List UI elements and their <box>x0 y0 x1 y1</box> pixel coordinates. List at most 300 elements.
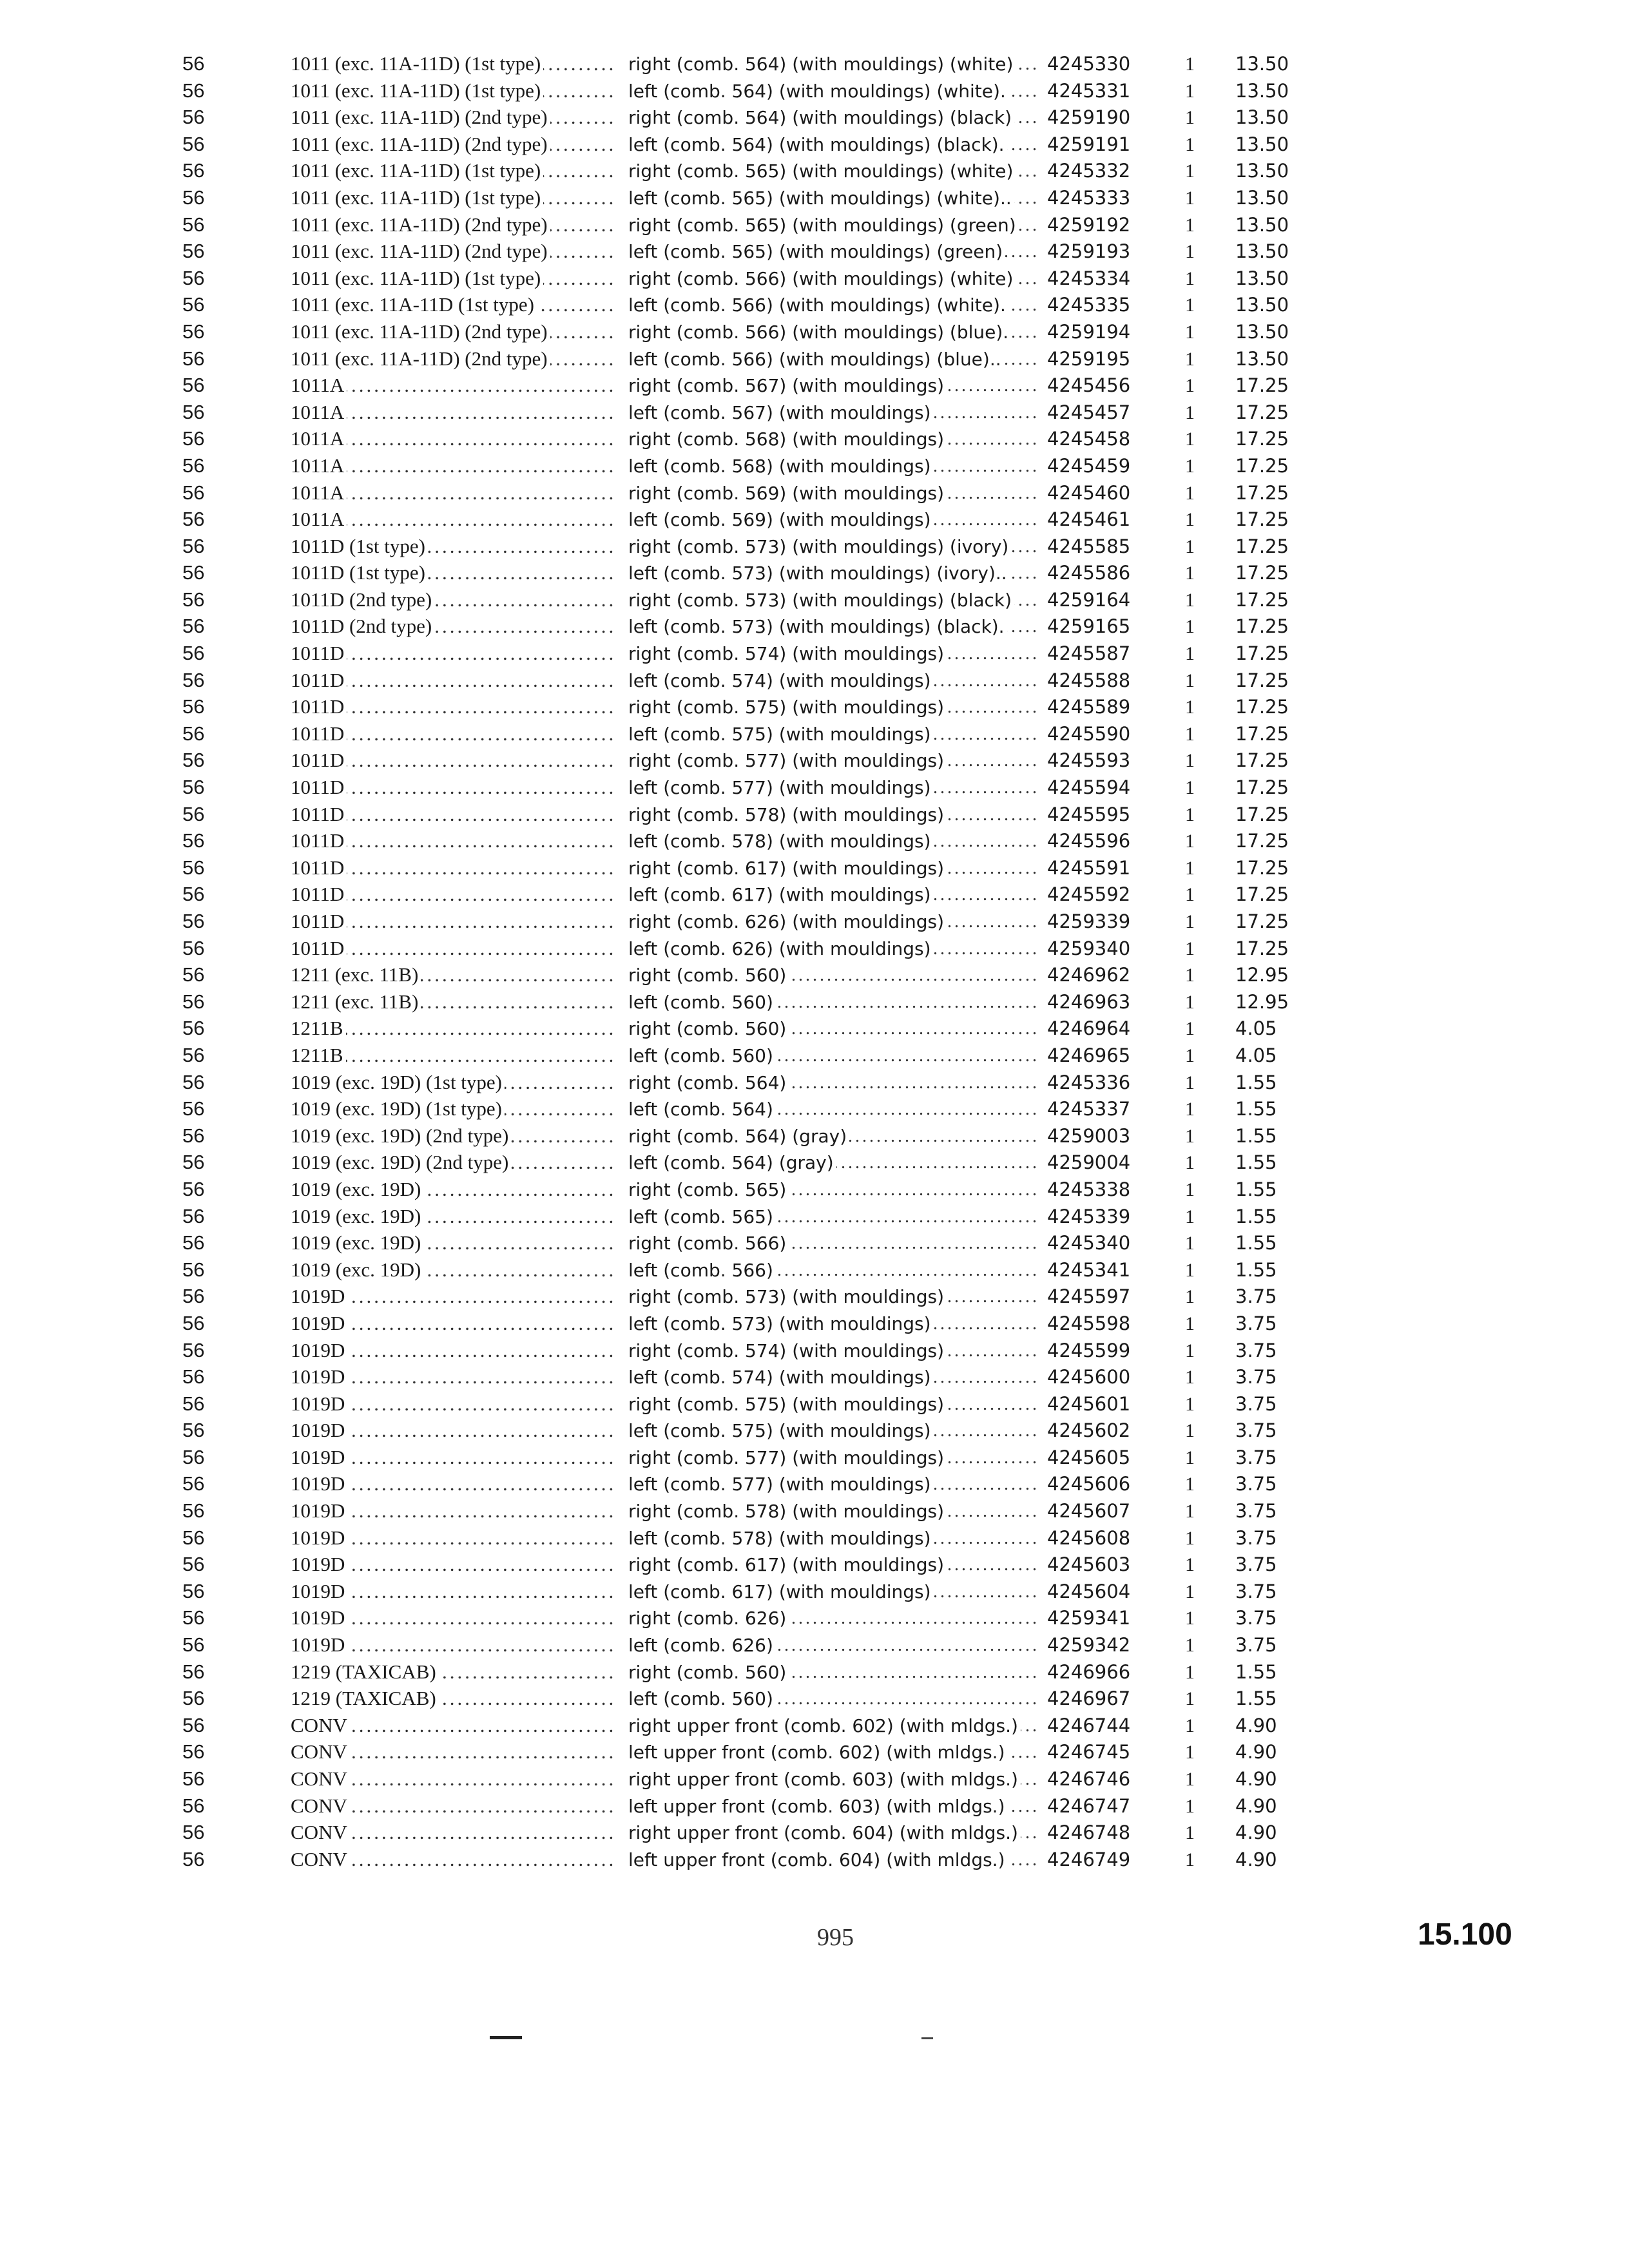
quantity-cell: 1 <box>1185 428 1195 450</box>
price-cell: 4.05 <box>1235 1044 1277 1066</box>
table-row <box>164 1712 1482 1739</box>
part-number-cell: 4246963 <box>1047 990 1131 1013</box>
model-cell <box>216 1149 628 1176</box>
price-cell: 17.25 <box>1235 722 1289 745</box>
table-row <box>164 1203 1482 1230</box>
year-cell: 56 <box>182 1553 205 1576</box>
quantity-cell: 1 <box>1185 991 1195 1013</box>
table-row <box>164 1015 1482 1042</box>
year-cell: 56 <box>182 1740 205 1763</box>
model-text: 1011D <box>291 856 347 879</box>
description-cell <box>628 1177 1047 1204</box>
year-cell: 56 <box>182 936 205 959</box>
year-cell: 56 <box>182 1365 205 1389</box>
model-cell <box>216 1283 628 1310</box>
model-text: 1019D <box>291 1553 347 1575</box>
year-cell: 56 <box>182 883 205 906</box>
quantity-cell: 1 <box>1185 1018 1195 1040</box>
description-text: right (comb. 626) (with mouldings) <box>628 911 947 932</box>
model-cell <box>216 1497 628 1524</box>
quantity-cell: 1 <box>1185 1661 1195 1683</box>
part-number-cell: 4245596 <box>1047 830 1131 852</box>
model-cell <box>216 1069 628 1096</box>
part-number-cell: 4245590 <box>1047 722 1131 745</box>
model-text: 1019D <box>291 1472 347 1495</box>
year-cell: 56 <box>182 1526 205 1549</box>
model-text: 1211B <box>291 1044 346 1066</box>
part-number-cell: 4245588 <box>1047 669 1131 691</box>
year-cell: 56 <box>182 1660 205 1683</box>
part-number-cell: 4246746 <box>1047 1768 1131 1790</box>
year-cell: 56 <box>182 856 205 879</box>
quantity-cell: 1 <box>1185 214 1195 236</box>
page-number: 995 <box>817 1924 854 1951</box>
part-number-cell: 4259004 <box>1047 1151 1131 1174</box>
year-cell: 56 <box>182 1472 205 1495</box>
year-cell: 56 <box>182 802 205 825</box>
description-cell <box>628 908 1047 936</box>
description-cell <box>628 721 1047 748</box>
quantity-cell: 1 <box>1185 241 1195 263</box>
model-cell <box>216 1444 628 1471</box>
model-cell <box>216 1417 628 1444</box>
model-cell <box>216 667 628 694</box>
part-number-cell: 4245608 <box>1047 1526 1131 1549</box>
description-cell <box>628 453 1047 480</box>
table-row <box>164 1363 1482 1390</box>
part-number-cell: 4245586 <box>1047 562 1131 584</box>
description-cell <box>628 1498 1047 1525</box>
description-text: right (comb. 566) (with mouldings) (blue). <box>628 322 1011 343</box>
model-text: 1011A <box>291 481 347 504</box>
description-text: left (comb. 617) (with mouldings) <box>628 1581 934 1602</box>
description-text: left (comb. 617) (with mouldings) <box>628 884 934 905</box>
quantity-cell: 1 <box>1185 80 1195 102</box>
table-row <box>164 318 1482 345</box>
quantity-cell: 1 <box>1185 1233 1195 1254</box>
table-row <box>164 479 1482 506</box>
description-text: right (comb. 574) (with mouldings) <box>628 643 947 664</box>
price-cell: 17.25 <box>1235 481 1289 504</box>
table-row <box>164 77 1482 104</box>
model-text: 1011 (exc. 11A-11D) (2nd type) <box>291 320 550 343</box>
year-cell: 56 <box>182 1687 205 1710</box>
part-number-cell: 4245606 <box>1047 1473 1131 1495</box>
part-number-cell: 4245334 <box>1047 267 1131 289</box>
quantity-cell: 1 <box>1185 1822 1195 1844</box>
description-text: left (comb. 574) (with mouldings) <box>628 1367 934 1388</box>
table-row <box>164 533 1482 560</box>
price-cell: 1.55 <box>1235 1205 1277 1227</box>
part-number-cell: 4259340 <box>1047 937 1131 959</box>
year-cell: 56 <box>182 910 205 932</box>
year-cell: 56 <box>182 1070 205 1093</box>
part-number-cell: 4245601 <box>1047 1392 1131 1415</box>
year-cell: 56 <box>182 1794 205 1817</box>
model-text: 1019D <box>291 1446 347 1468</box>
description-text: right (comb. 578) (with mouldings) <box>628 1501 947 1522</box>
price-cell: 3.75 <box>1235 1285 1277 1308</box>
price-cell: 12.95 <box>1235 964 1289 986</box>
description-text: right (comb. 626) <box>628 1608 789 1629</box>
description-cell <box>628 1123 1047 1150</box>
description-cell <box>628 1204 1047 1231</box>
price-cell: 17.25 <box>1235 642 1289 665</box>
description-cell <box>628 936 1047 963</box>
description-cell <box>628 1525 1047 1552</box>
quantity-cell: 1 <box>1185 1125 1195 1147</box>
description-cell <box>628 1847 1047 1874</box>
description-text: left (comb. 573) (with mouldings) (black). <box>628 616 1007 637</box>
year-cell: 56 <box>182 722 205 745</box>
quantity-cell: 1 <box>1185 750 1195 772</box>
table-row <box>164 345 1482 372</box>
description-text: right (comb. 617) (with mouldings) <box>628 858 947 879</box>
price-cell: 13.50 <box>1235 267 1289 289</box>
part-number-cell: 4245592 <box>1047 883 1131 906</box>
quantity-cell: 1 <box>1185 911 1195 932</box>
table-row <box>164 1122 1482 1149</box>
description-cell <box>628 828 1047 855</box>
year-cell: 56 <box>182 1606 205 1629</box>
year-cell: 56 <box>182 1285 205 1308</box>
table-row <box>164 399 1482 426</box>
price-cell: 4.90 <box>1235 1768 1277 1790</box>
price-cell: 3.75 <box>1235 1634 1277 1657</box>
table-row <box>164 854 1482 881</box>
table-row <box>164 1444 1482 1471</box>
description-cell <box>628 265 1047 293</box>
quantity-cell: 1 <box>1185 187 1195 209</box>
part-number-cell: 4245458 <box>1047 428 1131 450</box>
quantity-cell: 1 <box>1185 831 1195 852</box>
year-cell: 56 <box>182 963 205 986</box>
description-cell <box>628 1096 1047 1123</box>
description-text: right (comb. 575) (with mouldings) <box>628 697 947 718</box>
model-cell <box>216 479 628 506</box>
table-row <box>164 211 1482 238</box>
model-text: 1011A <box>291 454 347 477</box>
year-cell: 56 <box>182 1499 205 1523</box>
quantity-cell: 1 <box>1185 589 1195 611</box>
table-row <box>164 1685 1482 1712</box>
model-cell <box>216 1176 628 1203</box>
model-cell <box>216 774 628 801</box>
price-cell: 17.25 <box>1235 910 1289 932</box>
model-cell <box>216 720 628 747</box>
quantity-cell: 1 <box>1185 294 1195 316</box>
price-cell: 4.90 <box>1235 1794 1277 1817</box>
table-row <box>164 1765 1482 1792</box>
model-text: 1019D <box>291 1606 347 1629</box>
model-text: 1011D (1st type) <box>291 535 428 557</box>
part-number-cell: 4259192 <box>1047 213 1131 236</box>
part-number-cell: 4245337 <box>1047 1098 1131 1120</box>
table-row <box>164 1095 1482 1122</box>
description-text: right upper front (comb. 604) (with mldgs.) <box>628 1822 1021 1843</box>
table-row <box>164 827 1482 854</box>
part-number-cell: 4245603 <box>1047 1553 1131 1576</box>
price-cell: 1.55 <box>1235 1098 1277 1120</box>
model-cell <box>216 425 628 452</box>
description-text: left upper front (comb. 602) (with mldgs.) <box>628 1742 1008 1763</box>
description-cell <box>628 480 1047 507</box>
section-code: 15.100 <box>1418 1917 1512 1952</box>
model-cell <box>216 1310 628 1337</box>
year-cell: 56 <box>182 1017 205 1040</box>
model-text: 1019 (exc. 19D) <box>291 1231 423 1254</box>
table-row <box>164 1846 1482 1873</box>
description-cell <box>628 587 1047 614</box>
description-text: left (comb. 577) (with mouldings) <box>628 777 934 798</box>
quantity-cell: 1 <box>1185 1420 1195 1442</box>
table-row <box>164 1470 1482 1497</box>
model-cell <box>216 854 628 881</box>
year-cell: 56 <box>182 990 205 1013</box>
description-text: left (comb. 565) <box>628 1206 776 1227</box>
table-row <box>164 1069 1482 1096</box>
table-row <box>164 988 1482 1015</box>
part-number-cell: 4245591 <box>1047 856 1131 879</box>
description-cell <box>628 855 1047 882</box>
model-text: 1011D <box>291 749 347 771</box>
price-cell: 17.25 <box>1235 454 1289 477</box>
price-cell: 17.25 <box>1235 937 1289 959</box>
part-number-cell: 4245336 <box>1047 1071 1131 1093</box>
quantity-cell: 1 <box>1185 509 1195 531</box>
description-cell <box>628 989 1047 1016</box>
part-number-cell: 4259191 <box>1047 133 1131 155</box>
part-number-cell: 4259194 <box>1047 320 1131 343</box>
description-text: left (comb. 565) (with mouldings) (white).. <box>628 187 1014 209</box>
quantity-cell: 1 <box>1185 267 1195 289</box>
part-number-cell: 4245595 <box>1047 803 1131 825</box>
quantity-cell: 1 <box>1185 321 1195 343</box>
quantity-cell: 1 <box>1185 1152 1195 1174</box>
description-text: left (comb. 560) <box>628 1688 776 1709</box>
table-row <box>164 372 1482 399</box>
model-cell <box>216 1470 628 1497</box>
quantity-cell: 1 <box>1185 1259 1195 1281</box>
model-cell <box>216 881 628 908</box>
part-number-cell: 4245340 <box>1047 1232 1131 1254</box>
part-number-cell: 4246965 <box>1047 1044 1131 1066</box>
price-cell: 4.90 <box>1235 1714 1277 1736</box>
model-cell <box>216 131 628 158</box>
year-cell: 56 <box>182 400 205 423</box>
model-text: 1019 (exc. 19D) (1st type) <box>291 1097 505 1120</box>
price-cell: 17.25 <box>1235 749 1289 772</box>
model-text: CONV <box>291 1794 350 1817</box>
description-text: left (comb. 575) (with mouldings) <box>628 1420 934 1441</box>
price-cell: 17.25 <box>1235 803 1289 825</box>
description-cell <box>628 1257 1047 1284</box>
part-number-cell: 4246749 <box>1047 1848 1131 1870</box>
quantity-cell: 1 <box>1185 1044 1195 1066</box>
description-cell <box>628 51 1047 78</box>
quantity-cell: 1 <box>1185 1742 1195 1763</box>
price-cell: 17.25 <box>1235 776 1289 799</box>
description-cell <box>628 774 1047 802</box>
description-text: right upper front (comb. 603) (with mldgs.) <box>628 1769 1021 1790</box>
year-cell: 56 <box>182 1419 205 1442</box>
description-cell <box>628 78 1047 105</box>
price-cell: 17.25 <box>1235 374 1289 397</box>
year-cell: 56 <box>182 1445 205 1468</box>
description-cell <box>628 668 1047 695</box>
price-cell: 17.25 <box>1235 830 1289 852</box>
model-text: 1019D <box>291 1285 347 1307</box>
quantity-cell: 1 <box>1185 1178 1195 1200</box>
part-number-cell: 4259341 <box>1047 1607 1131 1629</box>
model-cell <box>216 1256 628 1283</box>
price-cell: 17.25 <box>1235 856 1289 879</box>
quantity-cell: 1 <box>1185 965 1195 986</box>
description-cell <box>628 1579 1047 1606</box>
year-cell: 56 <box>182 1713 205 1736</box>
model-text: 1011A <box>291 401 347 423</box>
description-text: left (comb. 569) (with mouldings) <box>628 509 934 530</box>
part-number-cell: 4245593 <box>1047 749 1131 772</box>
price-cell: 17.25 <box>1235 535 1289 557</box>
price-cell: 3.75 <box>1235 1446 1277 1468</box>
model-cell <box>216 1203 628 1230</box>
model-cell <box>216 988 628 1015</box>
model-cell <box>216 693 628 720</box>
year-cell: 56 <box>182 1311 205 1334</box>
description-cell <box>628 185 1047 212</box>
model-cell <box>216 1390 628 1418</box>
scan-mark <box>921 2037 933 2039</box>
description-cell <box>628 640 1047 668</box>
model-text: 1011D <box>291 669 347 691</box>
quantity-cell: 1 <box>1185 1608 1195 1629</box>
year-cell: 56 <box>182 106 205 129</box>
year-cell: 56 <box>182 561 205 584</box>
description-cell <box>628 426 1047 453</box>
table-row <box>164 1310 1482 1337</box>
description-text: right (comb. 574) (with mouldings) <box>628 1340 947 1361</box>
price-cell: 17.25 <box>1235 428 1289 450</box>
table-row <box>164 1658 1482 1686</box>
description-text: left (comb. 564) (with mouldings) (black). <box>628 134 1007 155</box>
model-text: 1019D <box>291 1312 347 1334</box>
quantity-cell: 1 <box>1185 643 1195 665</box>
price-cell: 17.25 <box>1235 669 1289 691</box>
price-cell: 13.50 <box>1235 53 1289 75</box>
description-text: right (comb. 560) <box>628 1018 789 1039</box>
model-text: 1011 (exc. 11A-11D) (1st type) <box>291 186 543 209</box>
description-text: right (comb. 565) (with mouldings) (white) <box>628 160 1016 182</box>
model-cell <box>216 1846 628 1873</box>
price-cell: 13.50 <box>1235 106 1289 129</box>
price-cell: 4.90 <box>1235 1821 1277 1844</box>
part-number-cell: 4246964 <box>1047 1017 1131 1040</box>
quantity-cell: 1 <box>1185 1367 1195 1389</box>
model-text: 1011D <box>291 776 347 798</box>
quantity-cell: 1 <box>1185 669 1195 691</box>
table-row <box>164 425 1482 452</box>
description-text: left (comb. 564) (with mouldings) (white). <box>628 81 1008 102</box>
table-row <box>164 1497 1482 1524</box>
description-cell <box>628 962 1047 989</box>
part-number-cell: 4245600 <box>1047 1366 1131 1389</box>
model-text: 1011D <box>291 722 347 745</box>
description-text: left (comb. 573) (with mouldings) <box>628 1313 934 1334</box>
description-cell <box>628 1311 1047 1338</box>
table-row <box>164 1042 1482 1069</box>
model-text: 1019D <box>291 1365 347 1388</box>
table-row <box>164 1256 1482 1283</box>
description-cell <box>628 158 1047 185</box>
price-cell: 13.50 <box>1235 186 1289 209</box>
model-text: 1011D <box>291 910 347 932</box>
description-text: left (comb. 578) (with mouldings) <box>628 1528 934 1549</box>
part-number-cell: 4259003 <box>1047 1124 1131 1147</box>
quantity-cell: 1 <box>1185 53 1195 75</box>
description-cell <box>628 1713 1047 1740</box>
description-text: left (comb. 573) (with mouldings) (ivory).. <box>628 562 1010 584</box>
part-number-cell: 4245598 <box>1047 1312 1131 1334</box>
description-cell <box>628 1070 1047 1097</box>
quantity-cell: 1 <box>1185 1688 1195 1710</box>
quantity-cell: 1 <box>1185 482 1195 504</box>
parts-list-table <box>164 50 1482 1872</box>
quantity-cell: 1 <box>1185 1286 1195 1308</box>
quantity-cell: 1 <box>1185 133 1195 155</box>
model-text: 1019D <box>291 1526 347 1549</box>
model-text: 1011D (2nd type) <box>291 588 434 611</box>
description-text: left upper front (comb. 603) (with mldgs.) <box>628 1796 1008 1817</box>
model-text: CONV <box>291 1821 350 1843</box>
model-cell <box>216 372 628 399</box>
quantity-cell: 1 <box>1185 937 1195 959</box>
model-text: 1211 (exc. 11B) <box>291 963 421 986</box>
table-row <box>164 667 1482 694</box>
year-cell: 56 <box>182 374 205 397</box>
table-row <box>164 881 1482 908</box>
year-cell: 56 <box>182 1151 205 1174</box>
description-text: left (comb. 566) (with mouldings) (blue).. <box>628 349 1004 370</box>
part-number-cell: 4245339 <box>1047 1205 1131 1227</box>
description-text: right (comb. 567) (with mouldings) <box>628 375 947 396</box>
description-text: right (comb. 575) (with mouldings) <box>628 1394 947 1415</box>
price-cell: 12.95 <box>1235 990 1289 1013</box>
quantity-cell: 1 <box>1185 1554 1195 1576</box>
part-number-cell: 4245335 <box>1047 294 1131 316</box>
year-cell: 56 <box>182 1392 205 1415</box>
price-cell: 13.50 <box>1235 240 1289 263</box>
description-text: left (comb. 566) <box>628 1260 776 1281</box>
model-text: 1011D <box>291 642 347 664</box>
year-cell: 56 <box>182 534 205 557</box>
model-text: 1019 (exc. 19D) (2nd type) <box>291 1124 511 1147</box>
table-row <box>164 801 1482 828</box>
year-cell: 56 <box>182 427 205 450</box>
scan-mark <box>490 2036 522 2039</box>
description-cell <box>628 1391 1047 1418</box>
description-cell <box>628 747 1047 774</box>
description-cell <box>628 238 1047 265</box>
description-text: left (comb. 577) (with mouldings) <box>628 1474 934 1495</box>
description-cell <box>628 802 1047 829</box>
table-row <box>164 693 1482 720</box>
model-text: 1011D <box>291 937 347 959</box>
table-row <box>164 1738 1482 1765</box>
price-cell: 3.75 <box>1235 1312 1277 1334</box>
description-cell <box>628 1149 1047 1177</box>
year-cell: 56 <box>182 1821 205 1844</box>
